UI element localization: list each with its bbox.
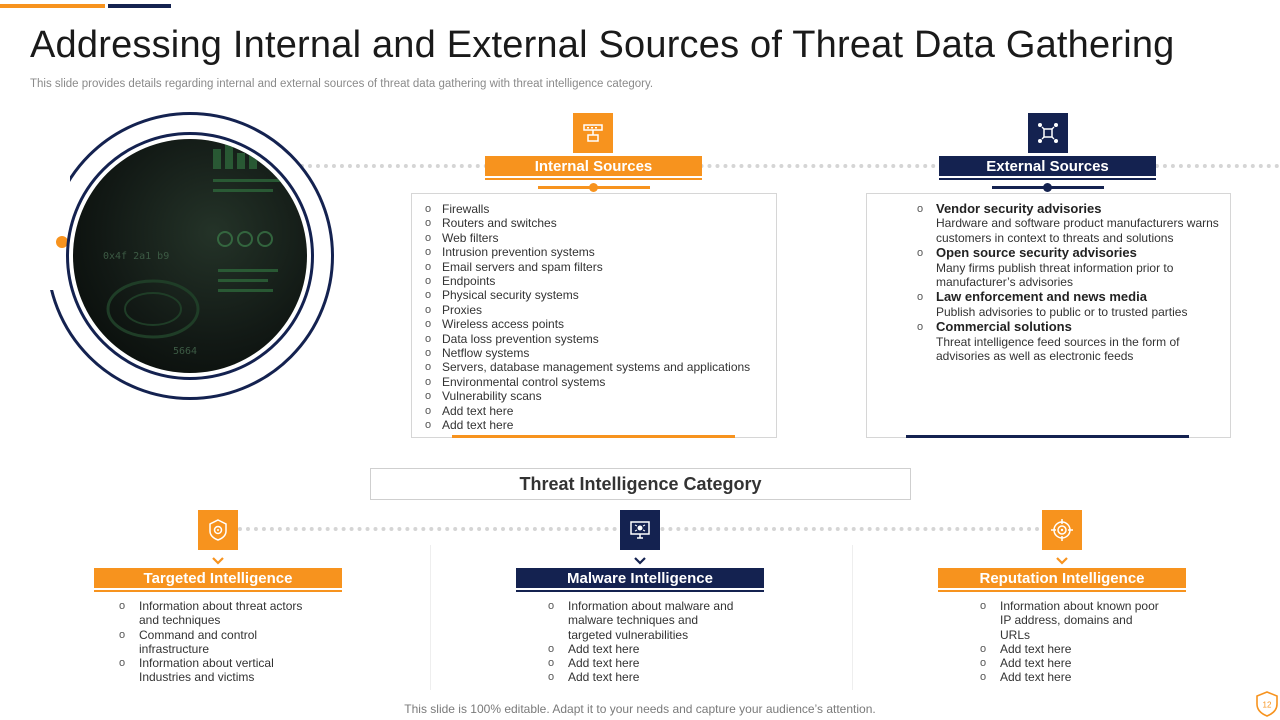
- list-item: o Add text here: [980, 656, 1160, 670]
- svg-text:5664: 5664: [173, 346, 198, 357]
- crosshair-icon: [1051, 519, 1073, 541]
- list-item: o Add text here: [980, 670, 1160, 684]
- list-item: [867, 202, 1230, 245]
- list-item: o Add text here: [412, 404, 776, 418]
- target-badge-icon: [208, 519, 228, 541]
- internal-underline-dot: [589, 183, 598, 192]
- list-item: o Information about malware and malware techniques and targeted vulnerabilities: [548, 599, 743, 642]
- chevron-down-icon: [212, 557, 224, 565]
- list-item: o Information about vertical Industries and victims: [119, 656, 319, 685]
- malware-computer-icon: [629, 519, 651, 541]
- list-item: o Wireless access points: [412, 317, 776, 331]
- page-title: Addressing Internal and External Sources of Threat Data Gathering: [30, 24, 1175, 66]
- list-item: o Proxies: [412, 303, 776, 317]
- list-item: [867, 290, 1230, 319]
- top-accent-orange: [0, 4, 105, 8]
- list-item: o Netflow systems: [412, 346, 776, 360]
- external-box-bottom-bar: [906, 435, 1189, 438]
- malware-intelligence-icon: [620, 510, 660, 550]
- internal-sources-list: [412, 202, 776, 433]
- page-number: 12: [1262, 700, 1272, 710]
- list-item: [867, 246, 1230, 289]
- list-item: o Firewalls: [412, 202, 776, 216]
- list-item: o Add text here: [548, 670, 743, 684]
- list-item: o Vulnerability scans: [412, 389, 776, 403]
- page-number-badge: [1255, 691, 1279, 717]
- external-item-title: o Law enforcement and news media: [936, 289, 1147, 305]
- internal-sources-icon: [573, 113, 613, 153]
- external-sources-icon: [1028, 113, 1068, 153]
- targeted-intelligence-list: [119, 599, 319, 685]
- malware-intelligence-header: Malware Intelligence: [516, 568, 764, 590]
- cyber-security-image: [73, 139, 307, 373]
- external-sources-header: External Sources: [939, 156, 1156, 178]
- external-item-description: Many firms publish threat information prior to manufacturer’s advisories: [936, 260, 1174, 290]
- list-item: o Environmental control systems: [412, 375, 776, 389]
- internal-sources-box: [411, 193, 777, 438]
- malware-intelligence-list: [548, 599, 743, 685]
- svg-text:0x4f 2a1 b9: 0x4f 2a1 b9: [103, 251, 170, 262]
- external-underline-dot: [1043, 183, 1052, 192]
- column-separator: [430, 545, 431, 690]
- list-item: o Add text here: [548, 642, 743, 656]
- list-item: o Add text here: [548, 656, 743, 670]
- external-item-description: Publish advisories to public or to trusted parties: [936, 304, 1188, 319]
- internal-box-bottom-bar: [452, 435, 735, 438]
- server-network-icon: [582, 122, 604, 144]
- external-sources-list: [867, 202, 1230, 363]
- reputation-intelligence-header: Reputation Intelligence: [938, 568, 1186, 590]
- list-item: o Command and control infrastructure: [119, 628, 319, 657]
- reputation-intelligence-list: [980, 599, 1160, 685]
- reputation-intelligence-icon: [1042, 510, 1082, 550]
- top-accent-navy: [108, 4, 171, 8]
- targeted-intelligence-header: Targeted Intelligence: [94, 568, 342, 590]
- list-item: o Email servers and spam filters: [412, 260, 776, 274]
- external-item-title: o Commercial solutions: [936, 319, 1072, 335]
- list-item: o Web filters: [412, 231, 776, 245]
- category-title: Threat Intelligence Category: [370, 468, 911, 500]
- external-sources-box: [866, 193, 1231, 438]
- list-item: o Information about known poor IP address, domains and URLs: [980, 599, 1160, 642]
- external-item-title: o Vendor security advisories: [936, 201, 1102, 216]
- list-item: o Data loss prevention systems: [412, 332, 776, 346]
- external-item-description: Hardware and software product manufacturers warns customers in context to threats and solutions: [936, 216, 1219, 245]
- list-item: [867, 320, 1230, 363]
- chevron-down-icon: [634, 557, 646, 565]
- page-subtitle: This slide provides details regarding internal and external sources of threat data gathering with threat intelligence category.: [30, 78, 654, 90]
- internal-sources-header: Internal Sources: [485, 156, 702, 178]
- list-item: o Intrusion prevention systems: [412, 245, 776, 259]
- list-item: o Routers and switches: [412, 216, 776, 230]
- footer-note: This slide is 100% editable. Adapt it to your needs and capture your audience’s attention.: [404, 702, 876, 716]
- external-item-title: o Open source security advisories: [936, 245, 1137, 261]
- column-separator: [852, 545, 853, 690]
- network-nodes-icon: [1036, 121, 1060, 145]
- list-item: o Add text here: [980, 642, 1160, 656]
- list-item: o Information about threat actors and techniques: [119, 599, 319, 628]
- list-item: o Endpoints: [412, 274, 776, 288]
- chevron-down-icon: [1056, 557, 1068, 565]
- list-item: o Physical security systems: [412, 288, 776, 302]
- list-item: o Servers, database management systems and applications: [412, 360, 776, 374]
- external-item-description: Threat intelligence feed sources in the form of advisories as well as electronic feeds: [936, 334, 1180, 364]
- targeted-intelligence-icon: [198, 510, 238, 550]
- list-item: o Add text here: [412, 418, 776, 432]
